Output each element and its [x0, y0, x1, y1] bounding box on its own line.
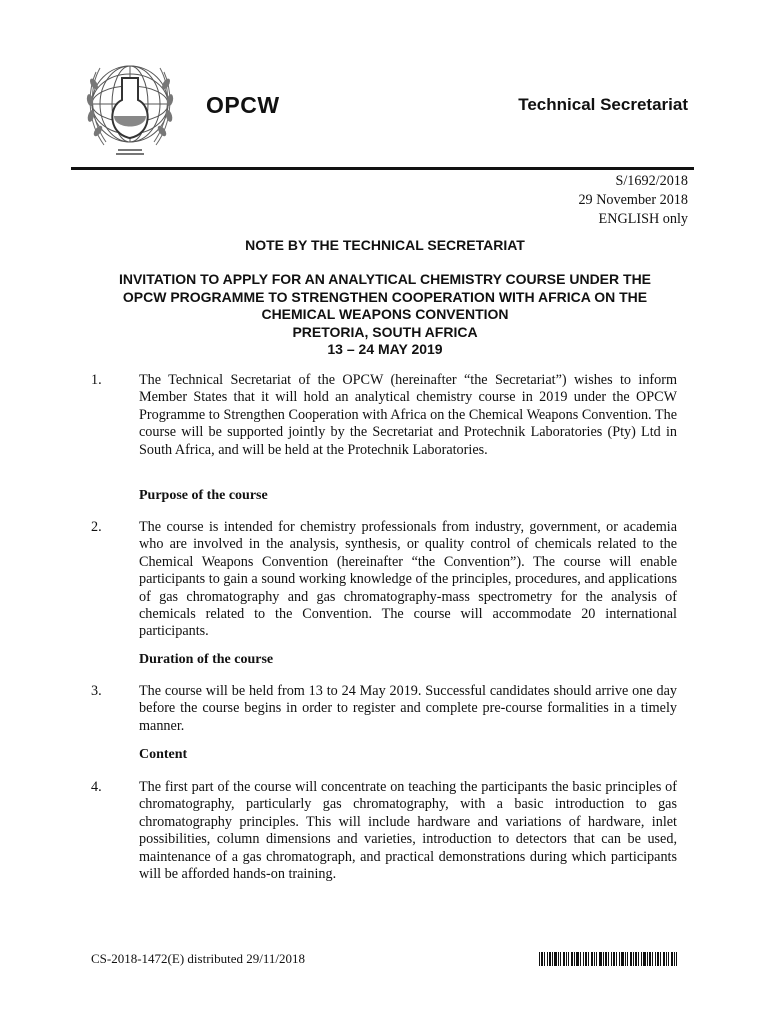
barcode-icon: [539, 952, 677, 966]
reference-block: [578, 172, 688, 229]
paragraph-text: The Technical Secretariat of the OPCW (hereinafter “the Secretariat”) wishes to inform Member States that it will hold an analytical chemistry course in 2019 under the OPCW Programme to Strengthen Cooperation with Africa on the Chemical Weapons Convention. The course will be supported jointly by the Secretariat and Protechnik Laboratories (Pty) Ltd in South Africa, and will be held at the Protechnik Laboratories.: [139, 372, 677, 458]
paragraph-number: 4.: [91, 779, 102, 795]
invitation-title: [80, 271, 690, 359]
paragraph-text: The course is intended for chemistry professionals from industry, government, or academia who are involved in the analysis, synthesis, or quality control of chemicals related to the Chemical Weapons Convention (hereinafter “the Convention”). The course will enable participants to gain a sound working knowledge of the principles, procedures, and applications of gas chromatography and gas chromatography-mass spectrometry for the analysis of chemicals related to the Convention. The course will accommodate 20 international participants.: [139, 519, 677, 640]
section-heading-purpose: Purpose of the course: [139, 488, 268, 503]
section-heading-content: Content: [139, 747, 188, 762]
title-line: PRETORIA, SOUTH AFRICA: [292, 323, 478, 340]
header-divider: [71, 167, 694, 170]
title-line: OPCW PROGRAMME TO STRENGTHEN COOPERATION WITH AFRICA ON THE: [122, 288, 648, 305]
document-number: S/1692/2018: [615, 173, 688, 189]
document-date: 29 November 2018: [578, 192, 688, 208]
paragraph-number: 2.: [91, 519, 102, 535]
title-line: INVITATION TO APPLY FOR AN ANALYTICAL CHEMISTRY COURSE UNDER THE: [118, 271, 652, 287]
title-line: CHEMICAL WEAPONS CONVENTION: [261, 306, 509, 322]
secretariat-title: Technical Secretariat: [518, 95, 688, 114]
org-name: OPCW: [206, 92, 280, 118]
paragraph-text: The first part of the course will concentrate on teaching the participants the basic principles of chromatography, particularly gas chromatography, with a basic introduction to gas chromatography principles. This will include hardware and variations of hardware, inlet possibilities, column dimensions and varieties, introduction to detectors that can be used, maintenance of a gas chromatograph, and practical demonstrations during which participants will be afforded hands-on training.: [139, 779, 677, 883]
document-language: ENGLISH only: [598, 211, 688, 227]
opcw-emblem-icon: [78, 50, 182, 164]
note-heading: NOTE BY THE TECHNICAL SECRETARIAT: [245, 237, 525, 253]
distribution-footer: CS-2018-1472(E) distributed 29/11/2018: [91, 951, 306, 966]
paragraph-number: 3.: [91, 683, 102, 699]
paragraph-text: The course will be held from 13 to 24 May 2019. Successful candidates should arrive one day before the course begins in order to register and complete pre-course formalities in a timely manner.: [139, 683, 677, 734]
paragraph-number: 1.: [91, 372, 102, 388]
section-heading-duration: Duration of the course: [139, 652, 274, 667]
title-line: 13 – 24 MAY 2019: [327, 341, 443, 357]
